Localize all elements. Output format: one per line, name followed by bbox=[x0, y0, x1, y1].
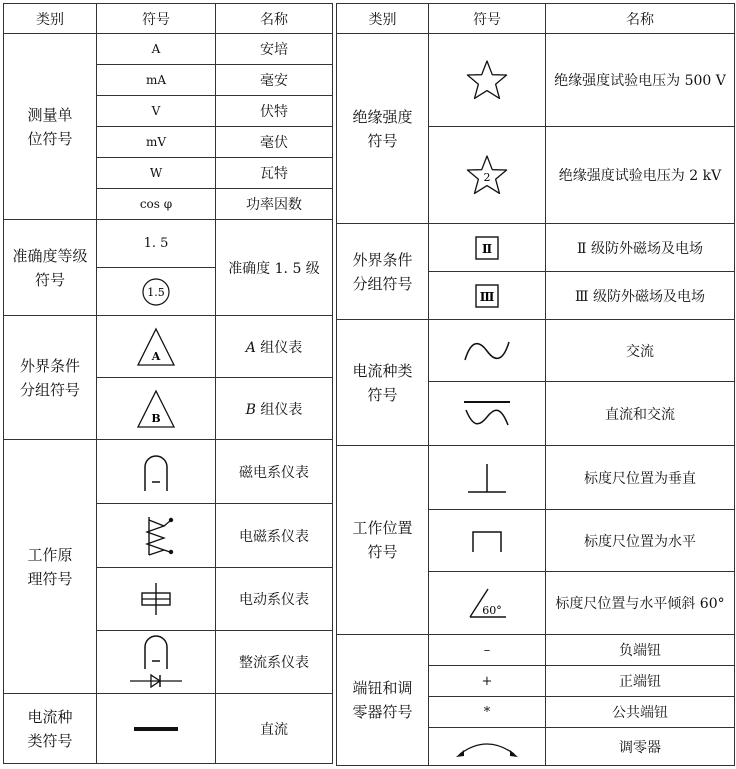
triangle-a-icon bbox=[134, 325, 178, 369]
principle-name: 整流系仪表 bbox=[216, 631, 333, 694]
group-a-name: A 组仪表 bbox=[216, 316, 333, 378]
right-table bbox=[336, 3, 735, 766]
header-symbol: 符号 bbox=[429, 4, 546, 34]
rectifier-cell bbox=[97, 631, 216, 694]
dc-line-icon bbox=[126, 722, 186, 736]
symbol-unit: cos φ bbox=[97, 189, 216, 220]
terminal-name: 负端钮 bbox=[546, 635, 735, 666]
zero-adjuster-cell bbox=[429, 728, 546, 766]
dc-ac-wave-icon bbox=[461, 397, 513, 431]
svg-text:Ⅱ: Ⅱ bbox=[481, 241, 493, 256]
header-row bbox=[4, 4, 333, 34]
current-type-name: 交流 bbox=[546, 320, 735, 382]
vertical-cell bbox=[429, 446, 546, 510]
svg-text:A: A bbox=[151, 349, 161, 363]
moving-iron-cell bbox=[97, 504, 216, 568]
position-name: 标度尺位置为垂直 bbox=[546, 446, 735, 510]
ac-wave-icon bbox=[461, 336, 513, 366]
star-2-cell bbox=[429, 127, 546, 224]
principle-name: 电磁系仪表 bbox=[216, 504, 333, 568]
header-symbol: 符号 bbox=[97, 4, 216, 34]
dc-cell bbox=[97, 694, 216, 764]
box-iii-icon bbox=[472, 282, 502, 310]
triangle-a-cell bbox=[97, 316, 216, 378]
symbol-unit: W bbox=[97, 158, 216, 189]
tilt-60-icon bbox=[462, 583, 512, 623]
symbol-unit: A bbox=[97, 34, 216, 65]
terminal-symbol: + bbox=[429, 666, 546, 697]
dc-ac-cell bbox=[429, 382, 546, 446]
tilt-60-cell bbox=[429, 572, 546, 635]
rectifier-icon bbox=[126, 633, 186, 691]
star-cell bbox=[429, 34, 546, 127]
svg-text:Ⅲ: Ⅲ bbox=[479, 289, 495, 304]
category-external-conditions: 外界条件 分组符号 bbox=[337, 224, 429, 320]
triangle-b-cell bbox=[97, 378, 216, 440]
unit-name: 毫安 bbox=[216, 65, 333, 96]
svg-text:60°: 60° bbox=[482, 604, 502, 617]
category-working-principle: 工作原 理符号 bbox=[4, 440, 97, 694]
vertical-position-icon bbox=[462, 460, 512, 496]
header-row bbox=[337, 4, 735, 34]
electrodynamic-icon bbox=[134, 579, 178, 619]
ac-cell bbox=[429, 320, 546, 382]
current-type-name: 直流和交流 bbox=[546, 382, 735, 446]
star-icon bbox=[464, 58, 510, 102]
position-name: 标度尺位置与水平倾斜 60° bbox=[546, 572, 735, 635]
category-current-type: 电流种 类符号 bbox=[4, 694, 97, 764]
category-insulation: 绝缘强度 符号 bbox=[337, 34, 429, 224]
svg-text:1.5: 1.5 bbox=[147, 285, 165, 299]
header-category: 类别 bbox=[4, 4, 97, 34]
electrodynamic-cell bbox=[97, 568, 216, 631]
category-terminals: 端钮和调 零器符号 bbox=[337, 635, 429, 766]
svg-text:2: 2 bbox=[483, 171, 491, 184]
moving-coil-icon bbox=[136, 449, 176, 495]
header-category: 类别 bbox=[337, 4, 429, 34]
unit-name: 毫伏 bbox=[216, 127, 333, 158]
zero-adjuster-icon bbox=[452, 734, 522, 760]
category-accuracy: 准确度等级 符号 bbox=[4, 220, 97, 316]
symbol-unit: mA bbox=[97, 65, 216, 96]
principle-name: 磁电系仪表 bbox=[216, 440, 333, 504]
category-external-conditions: 外界条件 分组符号 bbox=[4, 316, 97, 440]
unit-name: 瓦特 bbox=[216, 158, 333, 189]
terminal-symbol: – bbox=[429, 635, 546, 666]
insulation-name: 绝缘强度试验电压为 2 kV bbox=[546, 127, 735, 224]
accuracy-symbol-text: 1. 5 bbox=[97, 220, 216, 268]
header-name: 名称 bbox=[216, 4, 333, 34]
terminal-name: 调零器 bbox=[546, 728, 735, 766]
insulation-name: 绝缘强度试验电压为 500 V bbox=[546, 34, 735, 127]
star-2-icon bbox=[464, 153, 510, 197]
unit-name: 伏特 bbox=[216, 96, 333, 127]
shield-class-name: Ⅲ 级防外磁场及电场 bbox=[546, 272, 735, 320]
unit-name: 安培 bbox=[216, 34, 333, 65]
svg-text:B: B bbox=[151, 411, 161, 425]
category-measure-units: 测量单 位符号 bbox=[4, 34, 97, 220]
dc-name: 直流 bbox=[216, 694, 333, 764]
position-name: 标度尺位置为水平 bbox=[546, 510, 735, 572]
horizontal-position-icon bbox=[467, 526, 507, 556]
accuracy-circle-cell bbox=[97, 268, 216, 316]
terminal-symbol: * bbox=[429, 697, 546, 728]
category-working-position: 工作位置 符号 bbox=[337, 446, 429, 635]
box-iii-cell bbox=[429, 272, 546, 320]
symbol-unit: V bbox=[97, 96, 216, 127]
category-current-type: 电流种类 符号 bbox=[337, 320, 429, 446]
unit-name: 功率因数 bbox=[216, 189, 333, 220]
horizontal-cell bbox=[429, 510, 546, 572]
box-ii-icon bbox=[472, 234, 502, 262]
group-b-name: B 组仪表 bbox=[216, 378, 333, 440]
moving-iron-icon bbox=[134, 511, 178, 561]
principle-name: 电动系仪表 bbox=[216, 568, 333, 631]
circled-accuracy-icon bbox=[136, 275, 176, 309]
left-table bbox=[3, 3, 333, 764]
terminal-name: 公共端钮 bbox=[546, 697, 735, 728]
terminal-name: 正端钮 bbox=[546, 666, 735, 697]
triangle-b-icon bbox=[134, 387, 178, 431]
accuracy-name: 准确度 1. 5 级 bbox=[216, 220, 333, 316]
box-ii-cell bbox=[429, 224, 546, 272]
header-name: 名称 bbox=[546, 4, 735, 34]
shield-class-name: Ⅱ 级防外磁场及电场 bbox=[546, 224, 735, 272]
moving-coil-cell bbox=[97, 440, 216, 504]
symbol-unit: mV bbox=[97, 127, 216, 158]
